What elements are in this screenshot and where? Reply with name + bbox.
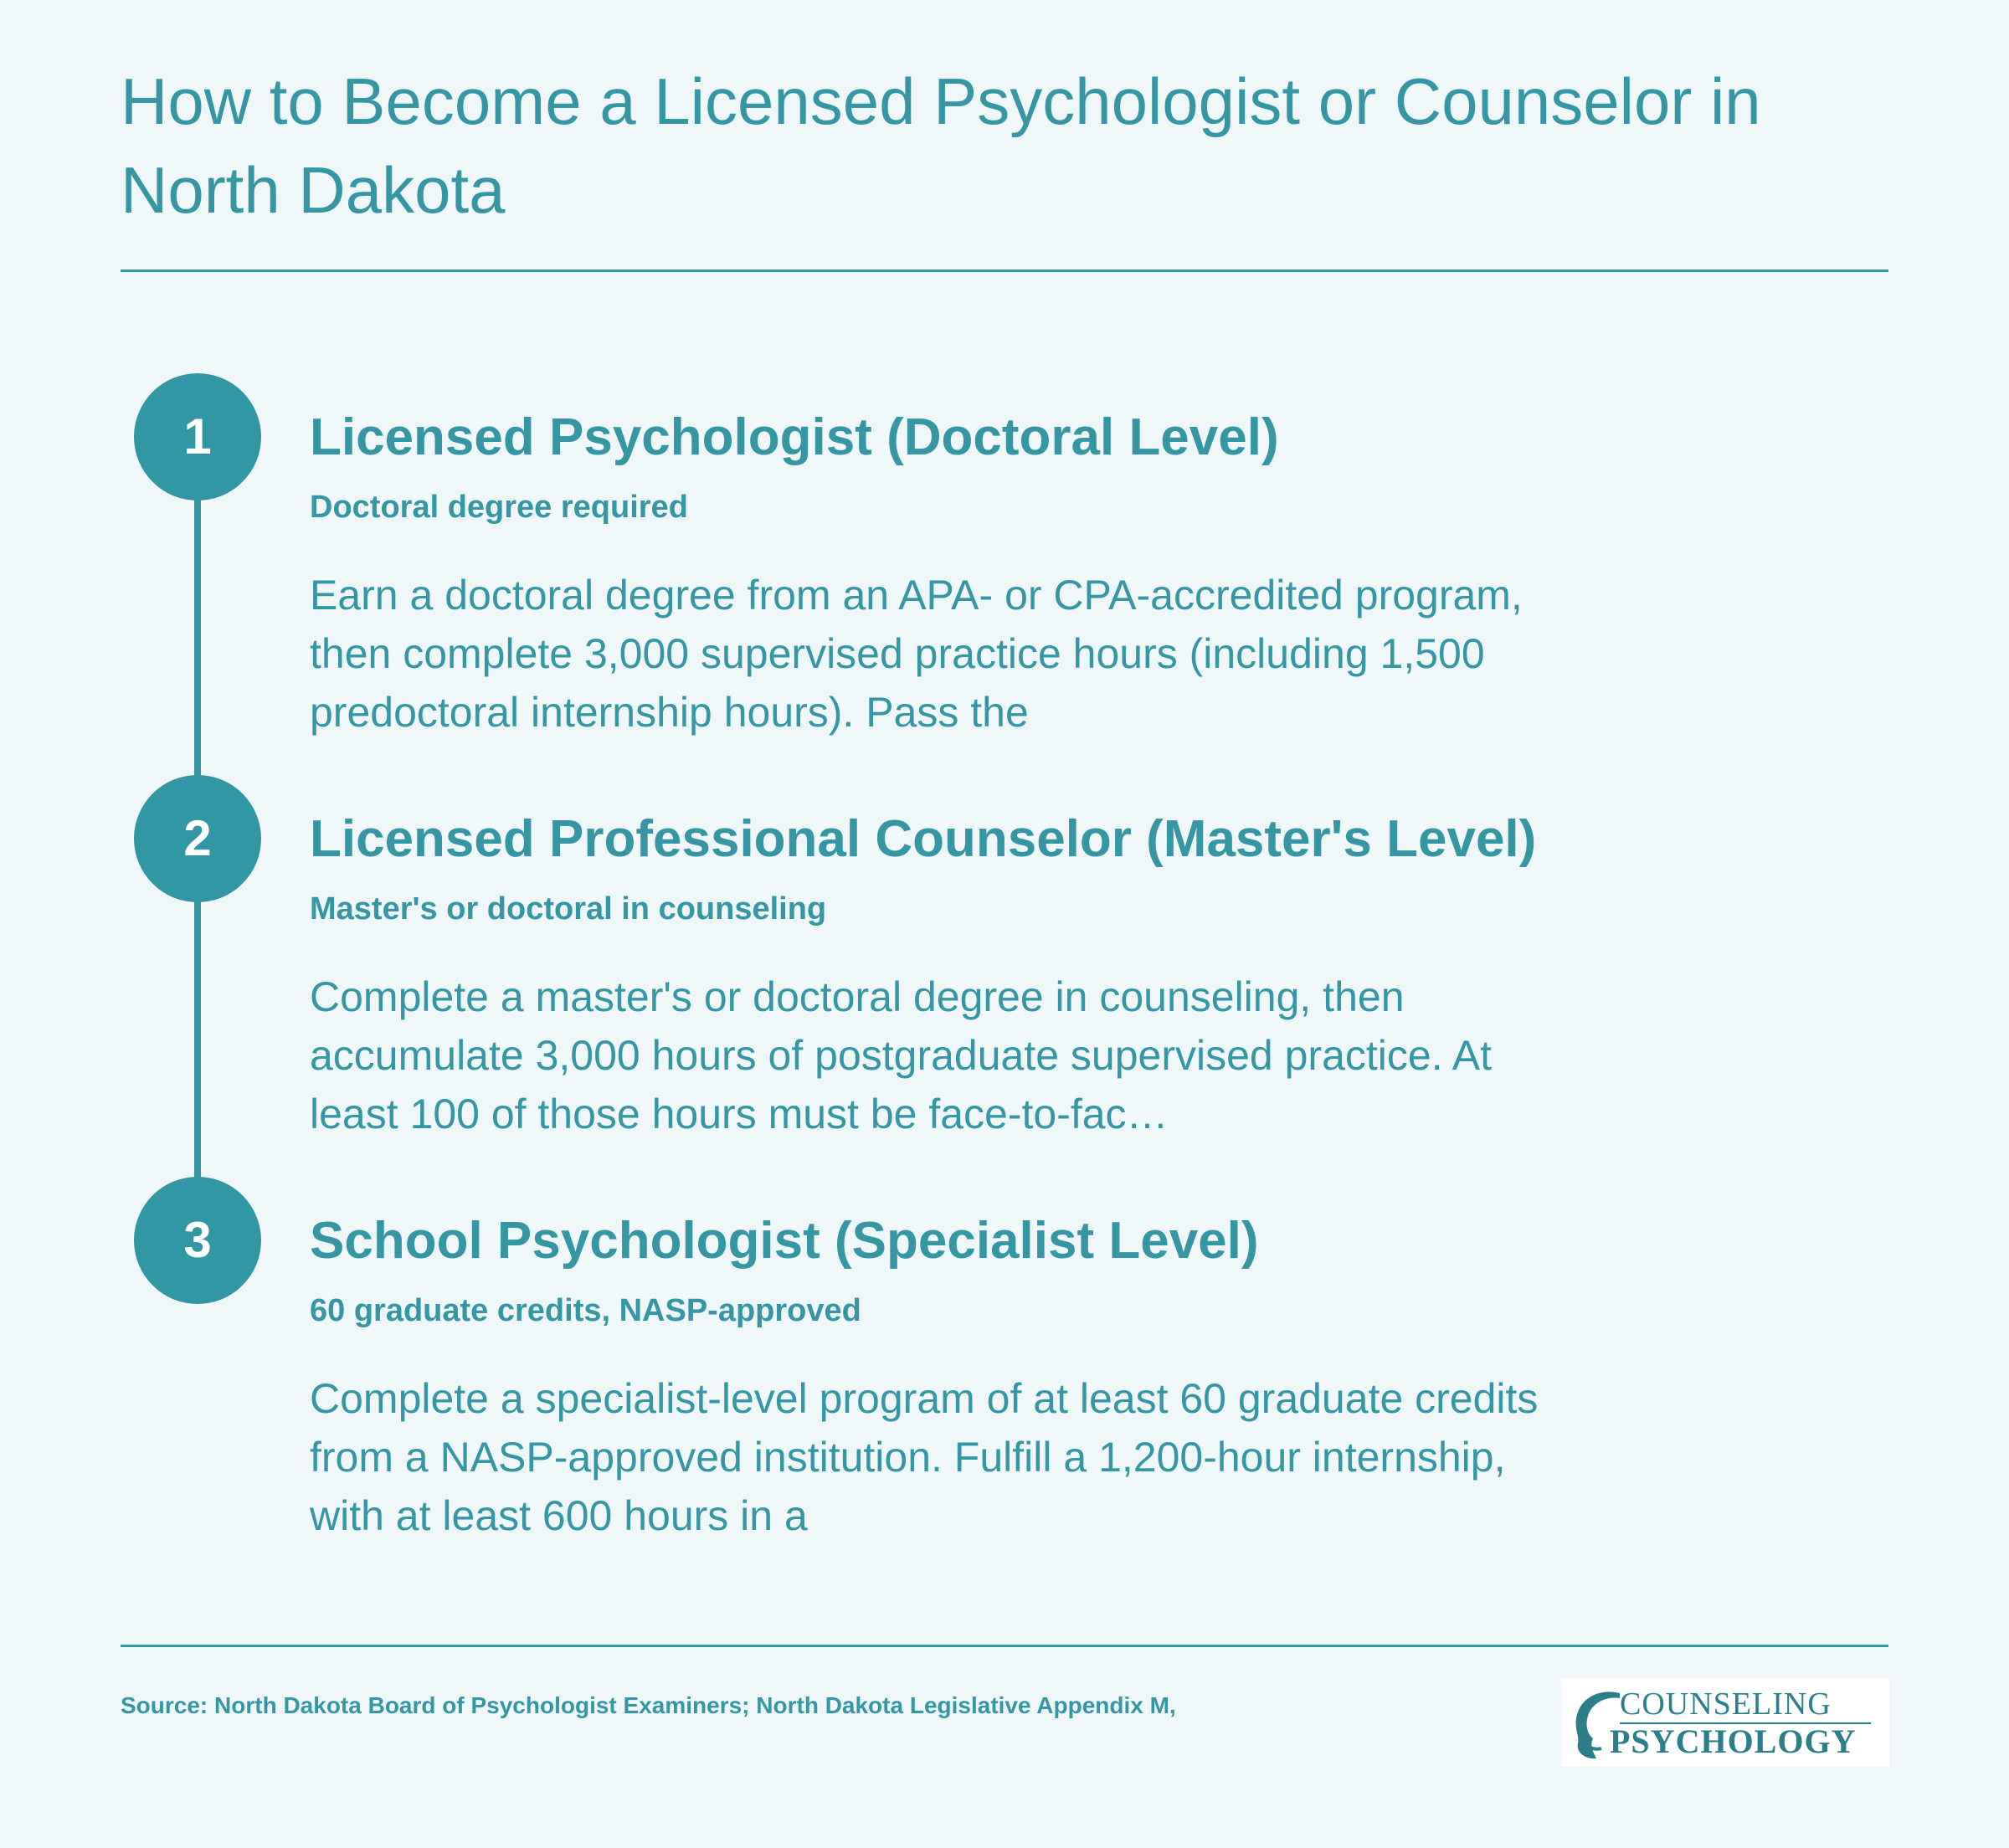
step-3-title: School Psychologist (Specialist Level) [310, 1212, 1259, 1270]
step-2-subtitle: Master's or doctoral in counseling [310, 891, 827, 927]
timeline-connector-2-3 [194, 887, 201, 1180]
step-2-description: Complete a master's or doctoral degree in counseling, then accumulate 3,000 hours of postgraduate supervised practice. At least 100 of those hours must be face-to-fac… [310, 973, 1492, 1137]
logo-text-counseling: COUNSELING [1620, 1686, 1832, 1722]
timeline-connector-1-2 [194, 485, 201, 778]
step-2-number-badge: 2 [134, 775, 261, 902]
logo-text-psychology: PSYCHOLOGY [1610, 1722, 1857, 1760]
step-1-subtitle: Doctoral degree required [310, 490, 688, 525]
footer-divider [121, 1645, 1888, 1647]
counseling-psychology-logo [1561, 1678, 1889, 1767]
step-2-title: Licensed Professional Counselor (Master's Level) [310, 810, 1537, 868]
step-1-title: Licensed Psychologist (Doctoral Level) [310, 408, 1279, 466]
step-3-number-badge: 3 [134, 1177, 261, 1304]
header-divider [121, 270, 1888, 272]
step-3-subtitle: 60 graduate credits, NASP-approved [310, 1293, 861, 1328]
step-1-number-badge: 1 [134, 373, 261, 501]
source-citation: Source: North Dakota Board of Psychologist Examiners; North Dakota Legislative Appendix M, [121, 1692, 1176, 1718]
step-3-description: Complete a specialist-level program of at least 60 graduate credits from a NASP-approved institution. Fulfill a 1,200-hour internship, with at least 600 hours in a [310, 1375, 1539, 1539]
step-1-description: Earn a doctoral degree from an APA- or CPA-accredited program, then complete 3,000 supervised practice hours (including 1,500 predoctoral internship hours). Pass the [310, 572, 1523, 736]
page-title: How to Become a Licensed Psychologist or Counselor in North Dakota [121, 64, 1761, 227]
